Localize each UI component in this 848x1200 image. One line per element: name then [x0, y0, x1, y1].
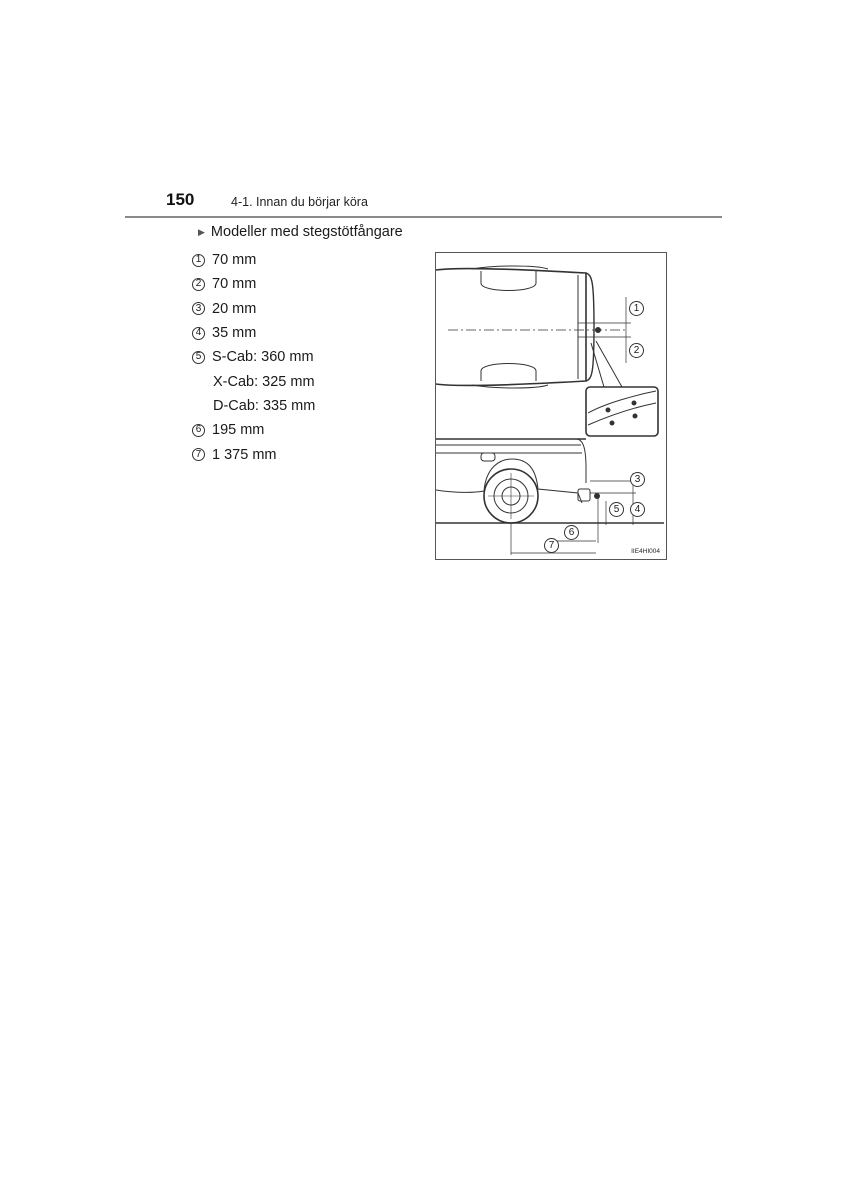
item-text: 20 mm [212, 300, 257, 317]
circled-number: 7 [192, 448, 205, 461]
item-text: 35 mm [212, 325, 257, 342]
callout-2: 2 [629, 343, 644, 358]
measurement-list [192, 248, 315, 467]
list-item [192, 369, 315, 393]
list-item [192, 272, 315, 296]
callout-4: 4 [630, 502, 645, 517]
triangle-bullet-icon: ▶ [198, 226, 205, 237]
list-item [192, 442, 315, 466]
circled-number: 4 [192, 327, 205, 340]
list-item [192, 248, 315, 272]
subheading-text: Modeller med stegstötfångare [210, 224, 403, 240]
callout-6: 6 [564, 525, 579, 540]
circled-number: 6 [192, 424, 205, 437]
item-text: D-Cab: 335 mm [213, 397, 316, 414]
callout-1: 1 [629, 301, 644, 316]
circled-number: 5 [192, 351, 205, 364]
callout-5: 5 [609, 502, 624, 517]
list-item [192, 418, 315, 442]
figure-code: IIE4HI004 [631, 548, 660, 555]
header-rule [125, 216, 722, 218]
item-text: 195 mm [212, 422, 265, 439]
section-title: 4-1. Innan du börjar köra [231, 195, 368, 209]
page-number: 150 [166, 190, 195, 209]
callout-3: 3 [630, 472, 645, 487]
subheading [198, 224, 403, 240]
item-text: 1 375 mm [212, 446, 277, 463]
list-item [192, 345, 315, 369]
list-item [192, 394, 315, 418]
item-text: 70 mm [212, 276, 257, 293]
circled-number: 2 [192, 278, 205, 291]
item-text: 70 mm [212, 252, 257, 269]
list-item [192, 297, 315, 321]
item-text: S-Cab: 360 mm [212, 349, 314, 366]
item-text: X-Cab: 325 mm [213, 373, 315, 390]
callout-7: 7 [544, 538, 559, 553]
circled-number: 3 [192, 302, 205, 315]
circled-number: 1 [192, 254, 205, 267]
list-item [192, 321, 315, 345]
vehicle-dimension-figure [435, 252, 667, 560]
